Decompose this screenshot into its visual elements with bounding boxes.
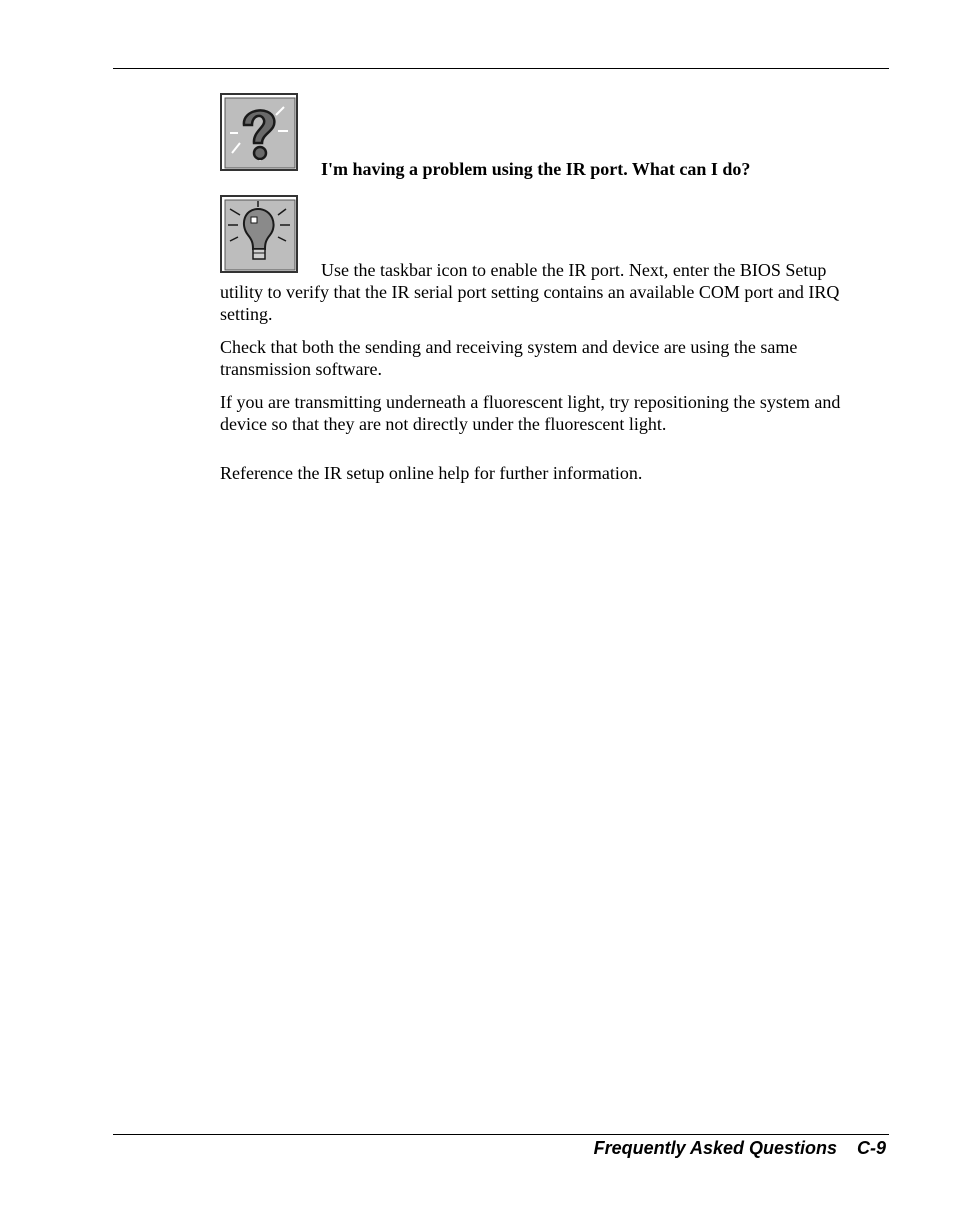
header-rule [113, 68, 889, 69]
faq-paragraph: If you are transmitting underneath a fluorescent light, try repositioning the system and device so that they are not directly under the fluorescent light. [220, 392, 841, 434]
footer-rule [113, 1134, 889, 1135]
faq-question: I'm having a problem using the IR port. What can I do? [321, 159, 751, 179]
faq-paragraph: Check that both the sending and receiving system and device are using the same transmission software. [220, 337, 798, 379]
page-number: C-9 [856, 1138, 886, 1158]
faq-answer-first-line: Use the taskbar icon to enable the IR port. Next, enter the BIOS Setup [321, 260, 827, 280]
page-footer [594, 1136, 886, 1160]
faq-paragraph: Reference the IR setup online help for further information. [220, 463, 643, 483]
footer-section-title: Frequently Asked Questions [593, 1138, 837, 1158]
lightbulb-icon [220, 195, 298, 273]
faq-answer-continued: utility to verify that the IR serial port setting contains an available COM port and IRQ setting. [220, 282, 840, 324]
question-mark-icon [220, 93, 298, 171]
